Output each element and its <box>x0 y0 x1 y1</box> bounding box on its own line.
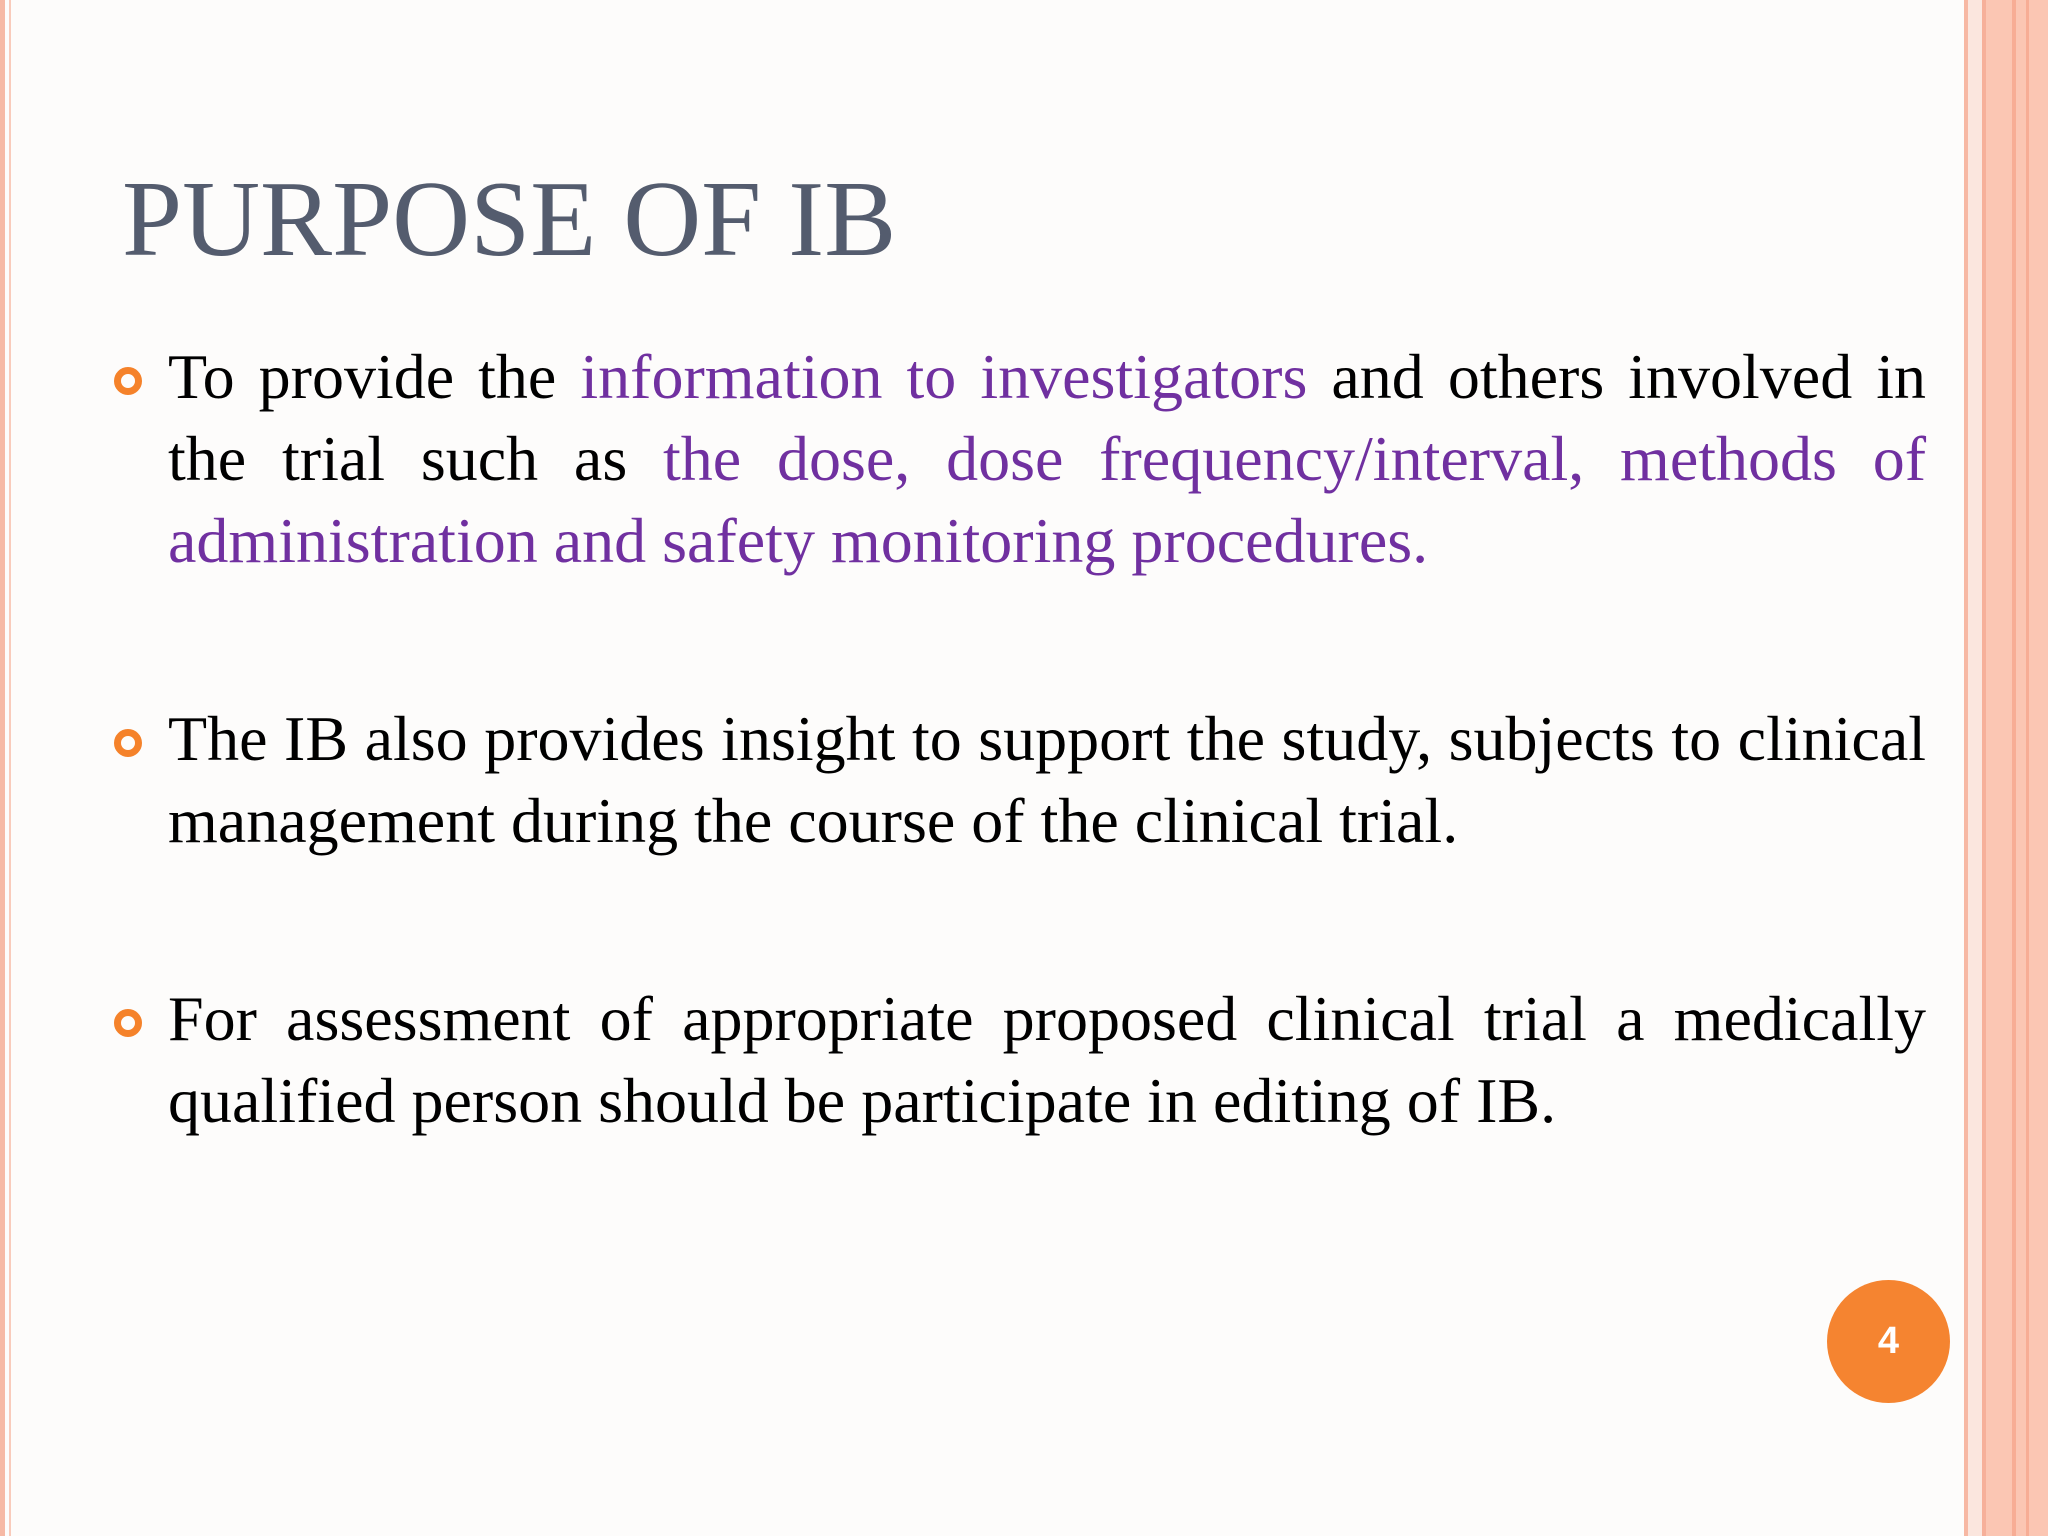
circle-bullet-icon <box>114 1009 142 1037</box>
left-border-decoration <box>0 0 5 1536</box>
bullet-text: For assessment of appropriate proposed clinical trial a medically qualified person should be participate in editing of IB. <box>168 983 1926 1136</box>
right-border-band <box>2026 0 2029 1536</box>
bullet-text: and others involved in the trial such as <box>168 341 1927 494</box>
bullet-text: To provide the <box>168 341 581 412</box>
bullet-text: The IB also provides insight to support the study, subjects to clinical management during the course of the clinical trial. <box>168 703 1926 856</box>
bullet-item-assessment <box>168 978 1926 1142</box>
circle-bullet-icon <box>114 729 142 757</box>
highlight-text: information to investigators <box>580 341 1308 412</box>
right-border-band <box>1968 0 1982 1536</box>
bullet-item-insight <box>168 698 1926 862</box>
left-border-decoration-inner <box>9 0 11 1536</box>
circle-bullet-icon <box>114 367 142 395</box>
slide-title: PURPOSE OF IB <box>122 160 897 279</box>
right-border-band <box>2012 0 2016 1536</box>
page-number-badge: 4 <box>1827 1280 1950 1403</box>
highlight-text: the dose, dose frequency/interval, methods of administration and safety monitoring procedures. <box>168 423 1926 576</box>
right-border-band <box>1986 0 2048 1536</box>
bullet-item-purpose <box>168 336 1926 582</box>
bullet-list <box>168 336 1926 1142</box>
